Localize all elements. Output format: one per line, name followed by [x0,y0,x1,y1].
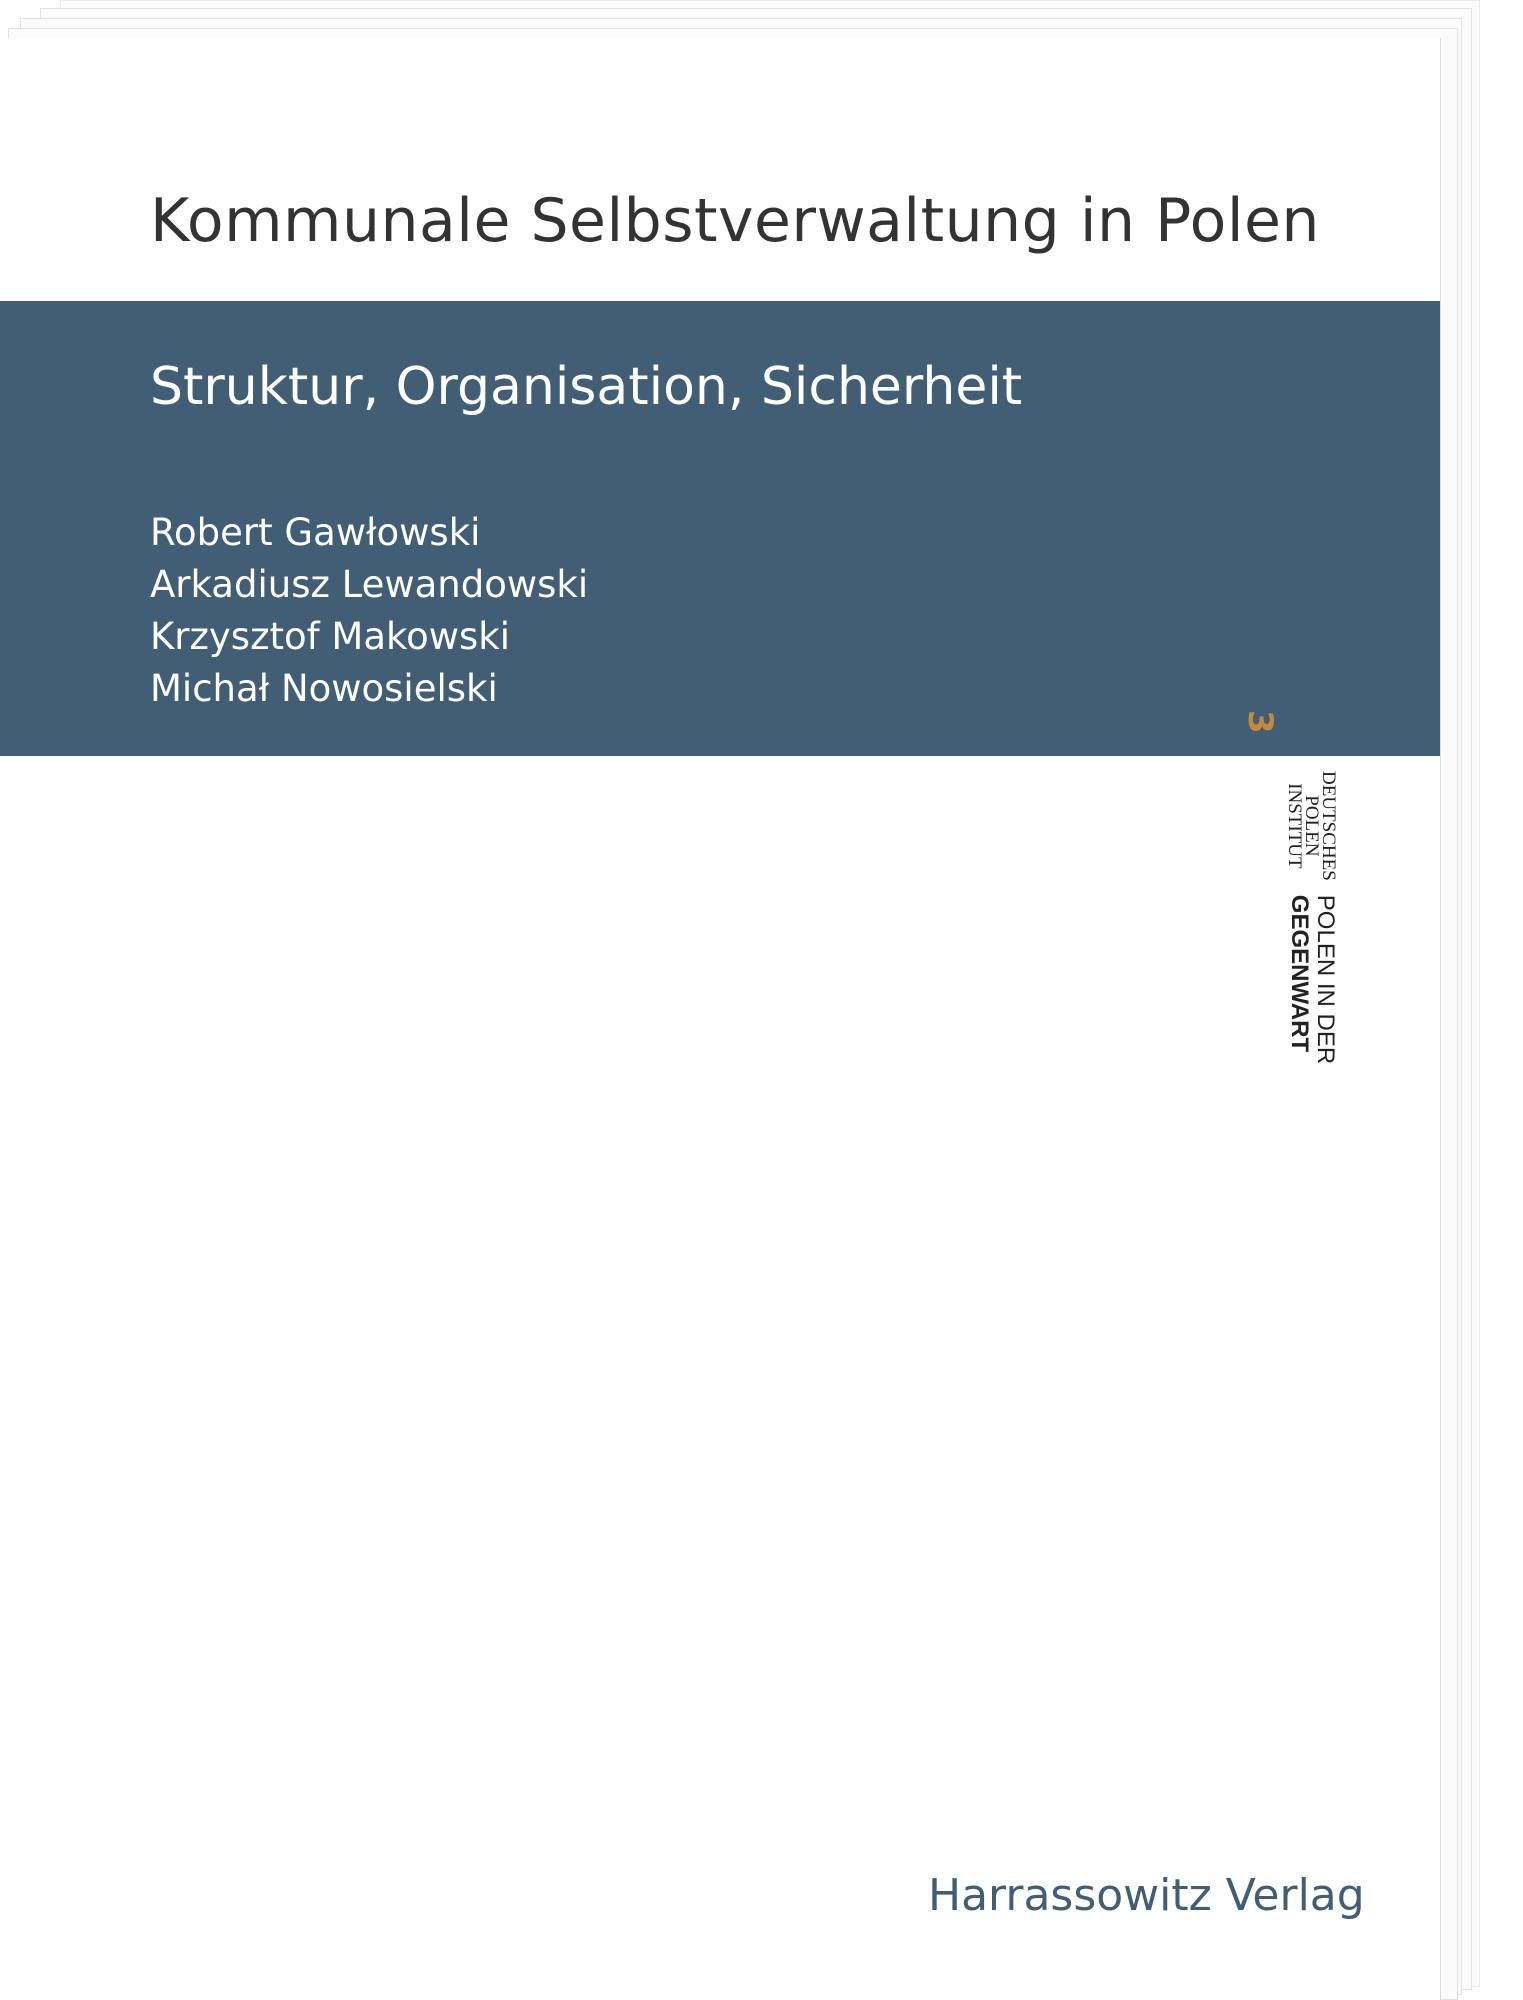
series-title [1286,895,1338,1064]
publisher-name: Harrassowitz Verlag [928,1870,1365,1921]
author: Krzysztof Makowski [150,615,511,658]
book-subtitle: Struktur, Organisation, Sicherheit [150,357,1023,417]
author: Arkadiusz Lewandowski [150,563,589,606]
book-cover [0,38,1440,2000]
author-list [150,507,588,715]
author: Robert Gawłowski [150,511,481,554]
institute-line: INSTITUT [1284,783,1306,869]
series-number: 3 [1240,710,1280,734]
institute-logo [1284,771,1340,881]
book-title: Kommunale Selbstverwaltung in Polen [150,186,1320,256]
author: Michał Nowosielski [150,667,498,710]
institute-line: POLEN [1301,795,1323,857]
series-logo [1286,771,1338,1064]
series-title-line2: GEGENWART [1286,894,1313,1053]
title-band [0,301,1440,756]
series-title-line1: POLEN IN DER [1312,894,1339,1065]
institute-line: DEUTSCHES [1318,771,1340,881]
